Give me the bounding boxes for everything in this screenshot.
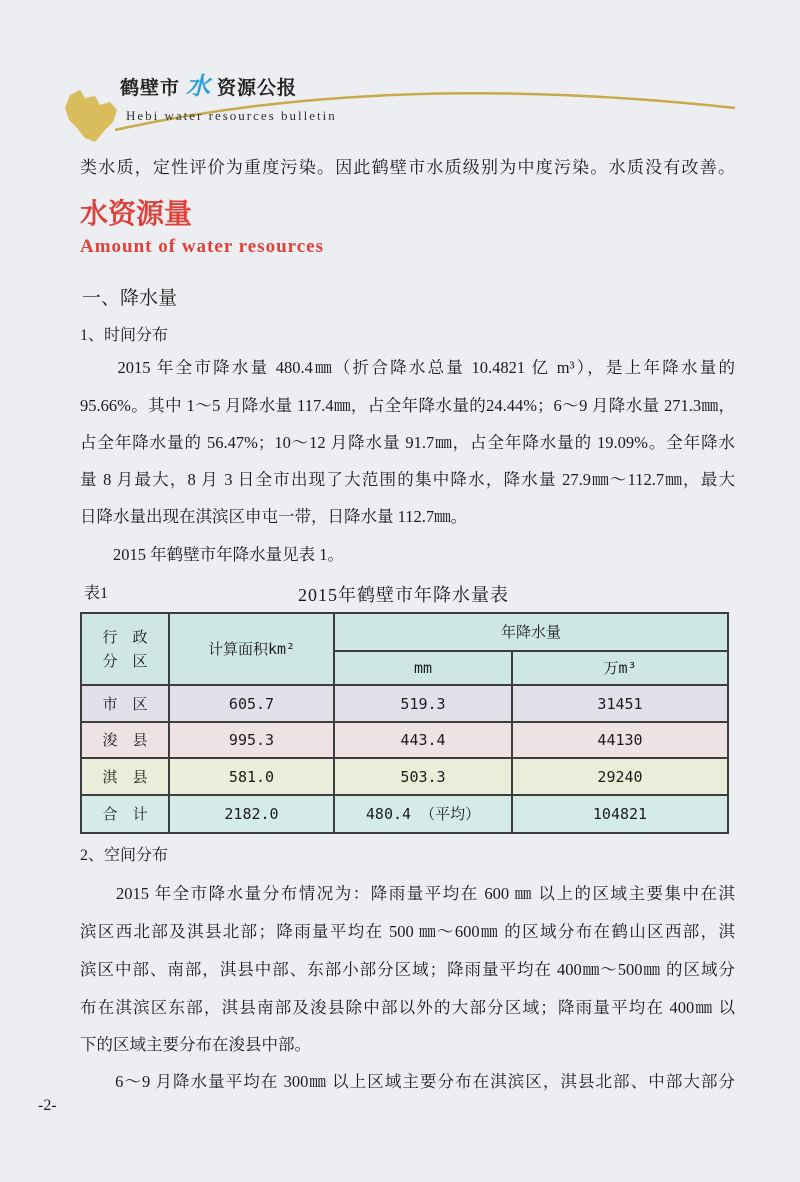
table-row xyxy=(81,685,728,722)
cell-mm: 480.4 （平均） xyxy=(334,795,512,833)
cell-area: 605.7 xyxy=(169,685,334,722)
title-suffix: 资源公报 xyxy=(217,78,298,99)
bulletin-title xyxy=(120,72,297,102)
paragraph-line: 2015 年全市降水量 480.4㎜（折合降水总量 10.4821 亿 m³），是上年降水量的 xyxy=(80,358,735,377)
paragraph-line: 2015 年全市降水量分布情况为：降雨量平均在 600 ㎜ 以上的区域主要集中在淇 xyxy=(80,884,735,903)
paragraph-line: 占全年降水量的 56.47%；10～12 月降水量 91.7㎜，占全年降水量的 19.09%。全年降水 xyxy=(80,433,735,452)
cell-volume: 29240 xyxy=(512,758,728,795)
paragraph-line: 95.66%。其中 1～5 月降水量 117.4㎜，占全年降水量的24.44%；6～9 月降水量 271.3㎜， xyxy=(80,396,735,415)
water-glyph: 水 xyxy=(186,74,212,100)
cell-mm: 503.3 xyxy=(334,758,512,795)
title-prefix: 鹤壁市 xyxy=(120,78,181,99)
table-row xyxy=(81,758,728,795)
cell-area: 995.3 xyxy=(169,722,334,758)
cell-volume: 44130 xyxy=(512,722,728,758)
part1-heading: 1、时间分布 xyxy=(80,327,169,344)
header-precip: 年降水量 xyxy=(334,613,728,651)
bulletin-subtitle: Hebi water resources bulletin xyxy=(126,108,337,123)
cell-region: 市 区 xyxy=(81,685,169,722)
cell-area: 581.0 xyxy=(169,758,334,795)
page-number: -2- xyxy=(38,1097,57,1114)
cell-volume: 31451 xyxy=(512,685,728,722)
cell-volume: 104821 xyxy=(512,795,728,833)
header-region: 行 政 分 区 xyxy=(81,613,169,685)
table-label: 表1 xyxy=(84,585,109,602)
paragraph-line: 日降水量出现在淇滨区申屯一带，日降水量 112.7㎜。 xyxy=(80,507,468,526)
cell-mm: 519.3 xyxy=(334,685,512,722)
table-total-row xyxy=(81,795,728,833)
paragraph-line: 6～9 月降水量平均在 300㎜ 以上区域主要分布在淇滨区，淇县北部、中部大部分 xyxy=(80,1072,735,1091)
header-volume: 万m³ xyxy=(512,651,728,685)
table-row xyxy=(81,722,728,758)
section-title-en: Amount of water resources xyxy=(80,236,324,257)
header-mm: mm xyxy=(334,651,512,685)
paragraph-line: 滨区西北部及淇县北部；降雨量平均在 500 ㎜～600㎜ 的区域分布在鹤山区西部，淇 xyxy=(80,922,735,941)
table-title: 2015年鹤壁市年降水量表 xyxy=(298,585,509,605)
table-header-row xyxy=(81,613,728,651)
cell-region: 浚 县 xyxy=(81,722,169,758)
subsection-heading: 一、降水量 xyxy=(82,288,178,309)
paragraph-line: 量 8 月最大，8 月 3 日全市出现了大范围的集中降水，降水量 27.9㎜～112.7㎜，最大 xyxy=(80,470,735,489)
table-reference: 2015 年鹤壁市年降水量见表 1。 xyxy=(80,545,344,564)
cell-region: 合 计 xyxy=(81,795,169,833)
section-title: 水资源量 xyxy=(80,199,193,230)
precipitation-table xyxy=(80,612,729,834)
part2-heading: 2、空间分布 xyxy=(80,847,169,864)
cell-mm: 443.4 xyxy=(334,722,512,758)
paragraph-line: 下的区域主要分布在浚县中部。 xyxy=(80,1035,311,1054)
header-area: 计算面积km² xyxy=(169,613,334,685)
intro-line: 类水质，定性评价为重度污染。因此鹤壁市水质级别为中度污染。水质没有改善。 xyxy=(80,158,735,177)
hebi-map-icon xyxy=(65,90,117,142)
cell-region: 淇 县 xyxy=(81,758,169,795)
paragraph-line: 滨区中部、南部，淇县中部、东部小部分区域；降雨量平均在 400㎜～500㎜ 的区域分 xyxy=(80,960,735,979)
paragraph-line: 布在淇滨区东部，淇县南部及浚县除中部以外的大部分区域；降雨量平均在 400㎜ 以 xyxy=(80,998,735,1017)
cell-area: 2182.0 xyxy=(169,795,334,833)
